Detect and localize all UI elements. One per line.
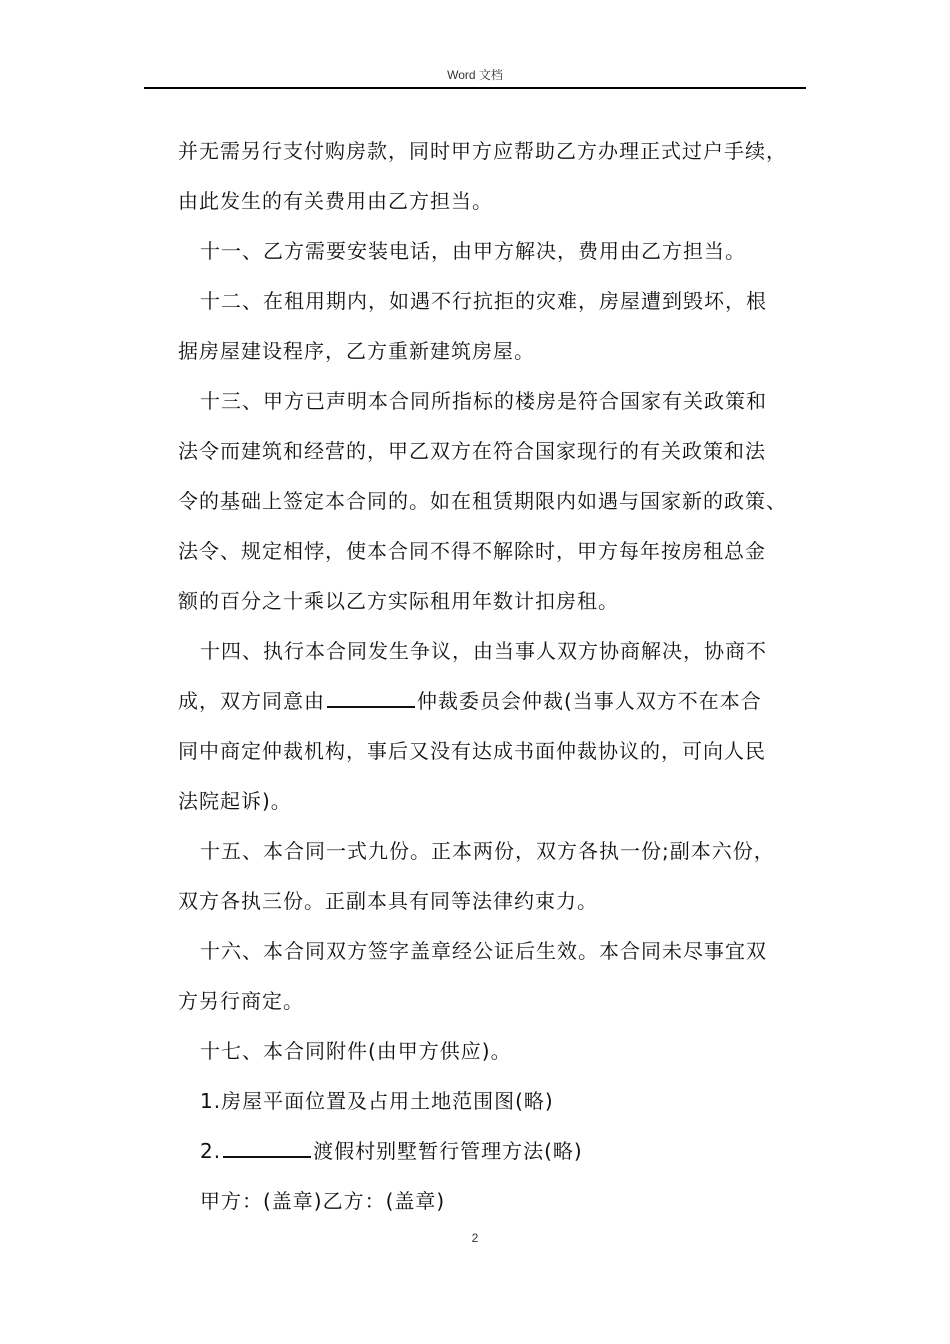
paragraph-line: 由此发生的有关费用由乙方担当。 <box>178 189 493 213</box>
paragraph-line: 并无需另行支付购房款，同时甲方应帮助乙方办理正式过户手续， <box>178 139 787 163</box>
fill-in-blank <box>223 1138 311 1158</box>
paragraph-line: 据房屋建设程序，乙方重新建筑房屋。 <box>178 339 535 363</box>
paragraph-line: 令的基础上签定本合同的。如在租赁期限内如遇与国家新的政策、 <box>178 489 787 513</box>
paragraph-line: 法令而建筑和经营的，甲乙双方在符合国家现行的有关政策和法 <box>178 439 766 463</box>
paragraph-line-with-blank <box>178 676 818 726</box>
paragraph-line: 双方各执三份。正副本具有同等法律约束力。 <box>178 889 598 913</box>
line-text-before-blank: 成，双方同意由 <box>178 689 325 713</box>
paragraph-line: 法院起诉)。 <box>178 789 292 813</box>
clause-12: 十二、在租用期内，如遇不行抗拒的灾难，房屋遭到毁坏，根 <box>200 289 767 313</box>
attachment-1: 1.房屋平面位置及占用土地范围图(略) <box>200 1089 554 1113</box>
paragraph-line: 法令、规定相悖，使本合同不得不解除时，甲方每年按房租总金 <box>178 539 766 563</box>
paragraph-line: 方另行商定。 <box>178 989 304 1013</box>
signature-line: 甲方：(盖章)乙方：(盖章) <box>200 1189 446 1213</box>
header-rule <box>144 87 806 89</box>
clause-11: 十一、乙方需要安装电话，由甲方解决，费用由乙方担当。 <box>200 239 746 263</box>
line-text-before-blank: 2. <box>200 1139 222 1163</box>
clause-13: 十三、甲方已声明本合同所指标的楼房是符合国家有关政策和 <box>200 389 767 413</box>
page-header: Word 文档 <box>447 68 503 82</box>
page-number: 2 <box>471 1231 479 1245</box>
paragraph-line: 额的百分之十乘以乙方实际租用年数计扣房租。 <box>178 589 619 613</box>
clause-16: 十六、本合同双方签字盖章经公证后生效。本合同未尽事宜双 <box>200 939 767 963</box>
fill-in-blank <box>327 688 415 708</box>
clause-14: 十四、执行本合同发生争议，由当事人双方协商解决，协商不 <box>200 639 767 663</box>
line-text-after-blank: 仲裁委员会仲裁(当事人双方不在本合 <box>417 689 762 713</box>
document-body <box>178 126 818 1226</box>
paragraph-line: 同中商定仲裁机构，事后又没有达成书面仲裁协议的，可向人民 <box>178 739 766 763</box>
line-text-after-blank: 渡假村别墅暂行管理方法(略) <box>313 1139 583 1163</box>
clause-15: 十五、本合同一式九份。正本两份，双方各执一份;副本六份， <box>200 839 775 863</box>
clause-17: 十七、本合同附件(由甲方供应)。 <box>200 1039 512 1063</box>
attachment-2 <box>178 1126 818 1176</box>
